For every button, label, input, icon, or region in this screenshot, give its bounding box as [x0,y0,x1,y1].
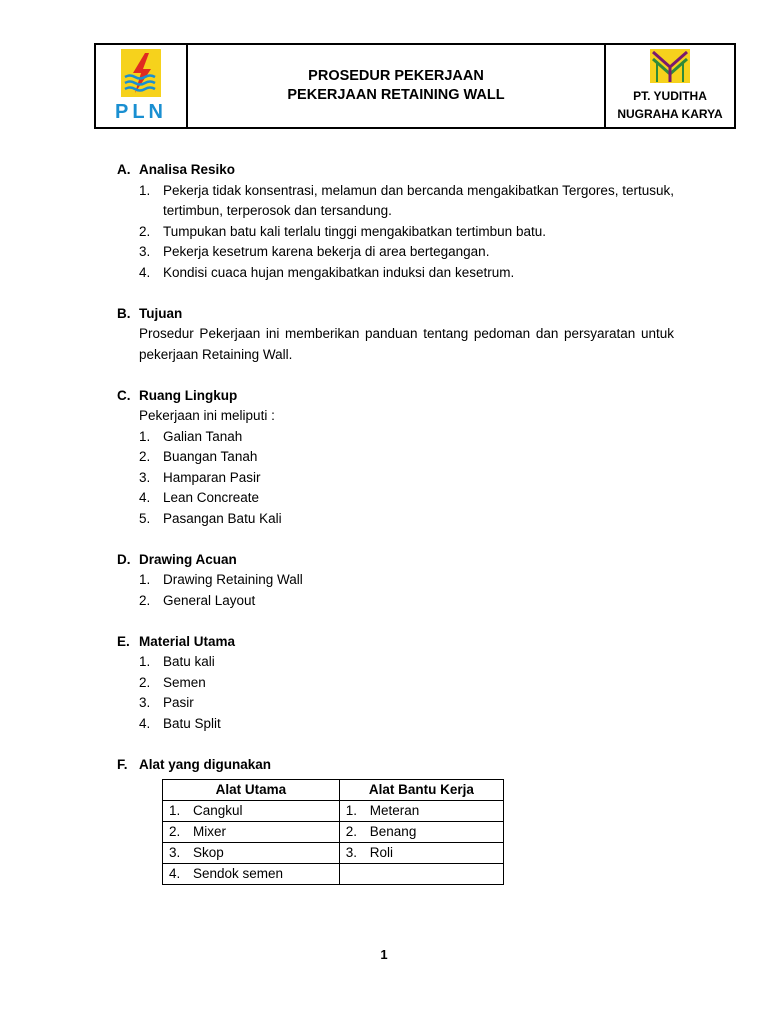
section-title: Material Utama [139,633,236,649]
company-name-line-2: NUGRAHA KARYA [617,107,723,121]
list-item: 3. Pekerja kesetrum karena bekerja di area bertegangan. [139,244,490,259]
list-item: 1. Galian Tanah [139,428,243,444]
table-cell: 2. Mixer [163,822,340,843]
list-item: 4. Kondisi cuaca hujan mengakibatkan induksi dan kesetrum. [139,264,515,280]
company-logo-icon [650,49,690,83]
section-letter: B. [117,305,131,321]
company-block [606,45,734,127]
list-item: 4. Batu Split [139,715,221,731]
section-title: Analisa Resiko [139,162,236,177]
table-row [163,864,504,885]
column-header: Alat Utama [163,780,340,801]
pln-logo-text: PLN [115,100,167,123]
table-row [163,801,504,822]
table-header-row [163,780,504,801]
section-letter: F. [117,756,128,772]
title-line-2: PEKERJAAN RETAINING WALL [287,87,505,103]
list-item: 2. General Layout [139,592,256,608]
document-header [94,43,736,129]
section-title: Tujuan [139,305,183,321]
section-letter: A. [117,162,131,177]
table-cell [339,864,503,885]
section-ruang-lingkup [117,386,674,530]
pln-lightning-icon [121,49,161,97]
table-cell: 3. Roli [339,843,503,864]
section-material-utama [117,632,674,735]
section-title: Alat yang digunakan [139,756,272,772]
title-line-1: PROSEDUR PEKERJAAN [308,68,484,84]
list-item: 2. Tumpukan batu kali terlalu tinggi mengakibatkan tertimbun batu. [139,223,546,239]
section-letter: C. [117,387,131,403]
table-cell: 1. Cangkul [163,801,340,822]
section-tujuan [117,304,674,366]
section-title: Ruang Lingkup [139,387,238,403]
document-title [188,45,606,127]
table-cell: 4. Sendok semen [163,864,340,885]
list-item: 2. Semen [139,674,206,690]
column-header: Alat Bantu Kerja [339,780,503,801]
table-row [163,843,504,864]
section-alat [117,755,674,886]
section-intro: Pekerjaan ini meliputi : [139,408,275,423]
table-cell: 2. Benang [339,822,503,843]
company-name-line-1: PT. YUDITHA [633,89,707,103]
section-paragraph: Prosedur Pekerjaan ini memberikan panduan tentang pedoman dan persyaratan untuk pekerjaan Retaining Wall. [139,326,674,362]
tools-table [162,779,504,885]
pln-logo [96,45,188,127]
list-item: 5. Pasangan Batu Kali [139,510,282,526]
page-number: 1 [380,947,388,962]
table-cell: 1. Meteran [339,801,503,822]
list-item: 1. Batu kali [139,654,215,669]
section-letter: D. [117,551,131,567]
section-analisa-resiko [117,160,674,283]
table-cell: 3. Skop [163,843,340,864]
section-letter: E. [117,633,130,649]
section-drawing-acuan [117,550,674,612]
document-body [117,160,674,885]
list-item: 1. Drawing Retaining Wall [139,572,303,587]
list-item: 3. Pasir [139,695,194,710]
list-item: 3. Hamparan Pasir [139,469,261,485]
section-title: Drawing Acuan [139,551,237,567]
table-row [163,822,504,843]
list-item: 4. Lean Concreate [139,490,260,505]
list-item: 1. Pekerja tidak konsentrasi, melamun dan bercanda mengakibatkan Tergores, tertusuk, tertimbun, terperosok dan tersandung. [139,182,674,218]
list-item: 2. Buangan Tanah [139,449,258,464]
